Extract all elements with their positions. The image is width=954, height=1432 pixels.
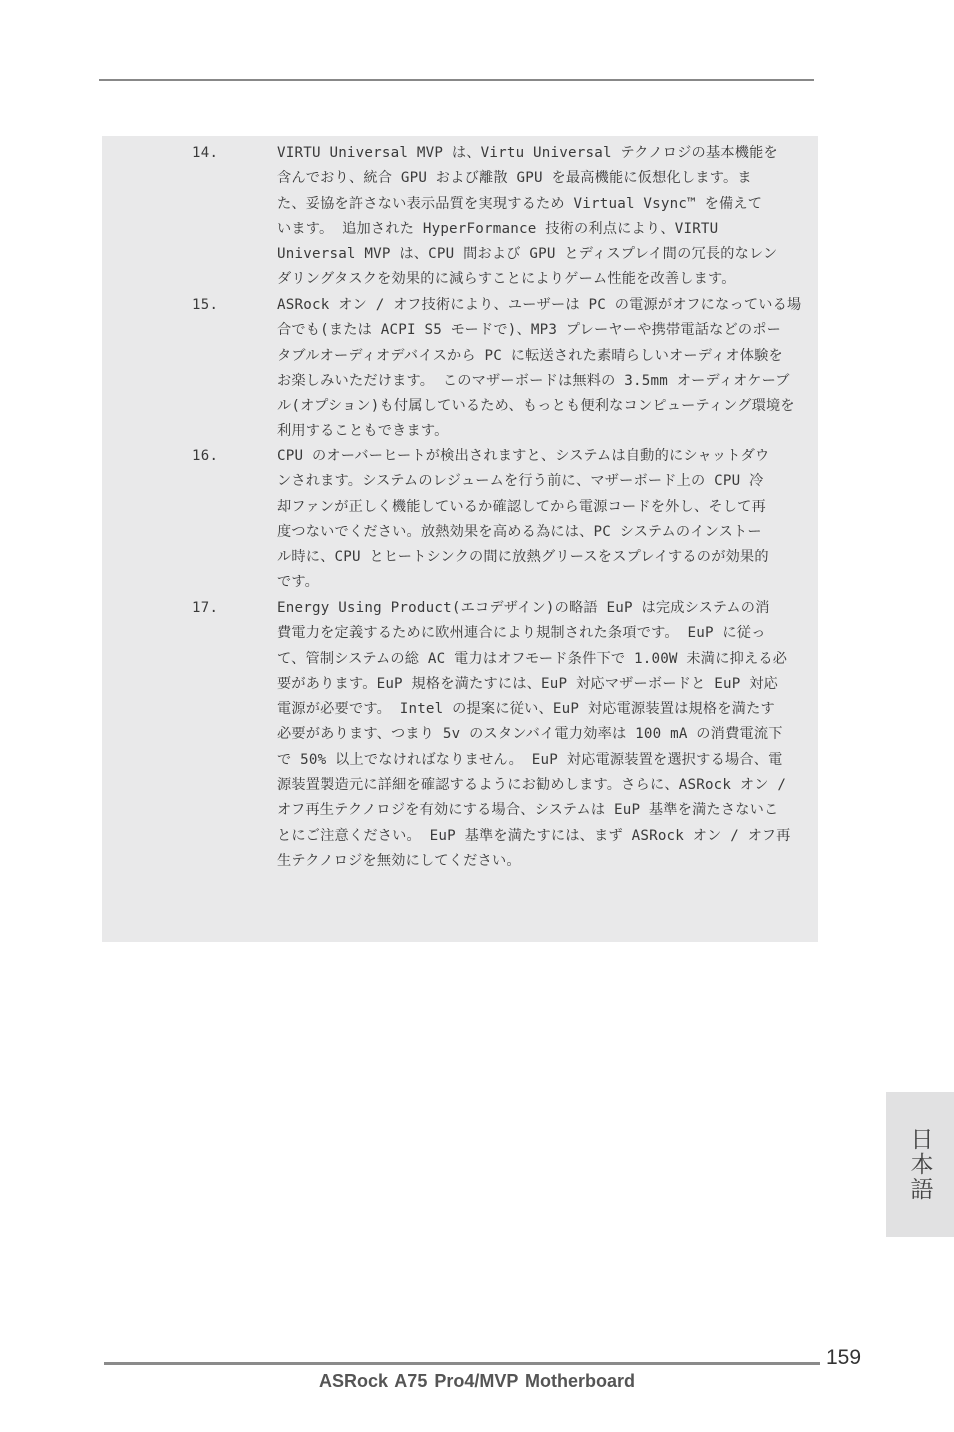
footer-title: ASRock A75 Pro4/MVP Motherboard <box>318 1371 636 1391</box>
note-number: 15. <box>192 297 219 313</box>
note-number: 14. <box>192 145 219 161</box>
bottom-rule <box>104 1362 820 1365</box>
note-text: CPU のオーバーヒートが検出されますと、システムは自動的にシャットダウ ンされます。システムのレジュームを行う前に、マザーボード上の CPU 冷 却ファンが正しく機能しているか確認してから電源コードを外し、そして再 度つないでください。放熱効果を高める為には、PC システムのインストー ル時に、CPU とヒートシンクの間に放熱グリースをスプレイするのが効果的 です。 <box>277 448 770 591</box>
note-text: Energy Using Product(エコデザイン)の略語 EuP は完成システムの消 費電力を定義するために欧州連合により規制された条項です。 EuP に従っ て、管制システムの総 AC 電力はオフモード条件下で 1.00W 未満に抑える必 要があります。EuP 規格を満たすには、EuP 対応マザーボードと EuP 対応 電源が必要です。 Intel の提案に従い、EuP 対応電源装置は規格を満たす 必要があります、つまり 5v のスタンバイ電力効率は 100 mA の消費電流下 で 50% 以上でなければなりません。 EuP 対応電源装置を選択する場合、電 源装置製造元に詳細を確認するようにお勧めします。さらに、ASRock オン / オフ再生テクノロジを有効にする場合、システムは EuP 基準を満たさないこ とにご注意ください。 EuP 基準を満たすには、まず ASRock オン / オフ再 生テクノロジを無効にしてください。 <box>277 600 791 869</box>
note-text: ASRock オン / オフ技術により、ユーザーは PC の電源がオフになっている場 合でも(または ACPI S5 モードで)、MP3 プレーヤーや携帯電話などのポー タブルオーディオデバイスから PC に転送された素晴らしいオーディオ体験を お楽しみいただけます。 このマザーボードは無料の 3.5mm オーディオケーブ ル(オプション)も付属しているため、もっとも便利なコンピューティング環境を 利用することもできます。 <box>277 297 802 440</box>
language-tab <box>886 1092 954 1237</box>
note-text: VIRTU Universal MVP は、Virtu Universal テクノロジの基本機能を 含んでおり、統合 GPU および離散 GPU を最高機能に仮想化します。ま た、妥協を許さない表示品質を実現するため Virtual Vsync™ を備えて います。 追加された HyperFormance 技術の利点により、VIRTU Universal MVP は、CPU 間および GPU とディスプレイ間の冗長的なレン ダリングタスクを効果的に減らすことによりゲーム性能を改善します。 <box>277 145 778 288</box>
note-number: 16. <box>192 448 219 464</box>
notes-box <box>102 136 818 942</box>
page-number: 159 <box>826 1346 862 1369</box>
top-rule <box>99 79 814 81</box>
language-tab-label: 日本語 <box>906 1127 933 1202</box>
note-number: 17. <box>192 600 219 616</box>
